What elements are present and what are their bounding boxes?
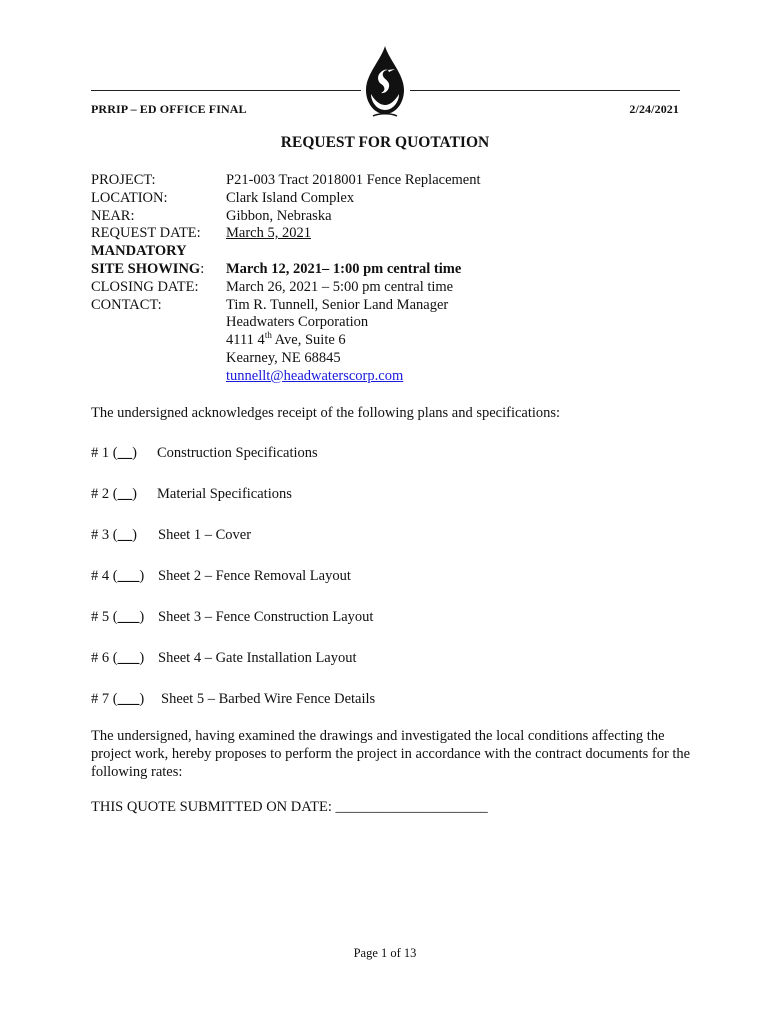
spacer — [91, 332, 226, 350]
contact-address — [226, 332, 346, 350]
plan-item-description: Material Specifications — [157, 486, 292, 502]
plan-item-close-paren: ) — [132, 445, 137, 461]
project-info — [91, 172, 481, 386]
header-rule-left — [91, 90, 361, 91]
crane-drop-logo-icon — [362, 44, 408, 118]
plan-item-check-blank[interactable]: ___ — [117, 691, 140, 707]
info-row-site-showing — [91, 261, 481, 279]
plan-item-check-blank[interactable]: __ — [117, 527, 133, 543]
spacer — [91, 350, 226, 368]
plan-item-description: Sheet 3 – Fence Construction Layout — [158, 609, 374, 625]
plan-item-description: Construction Specifications — [157, 445, 318, 461]
page-title: REQUEST FOR QUOTATION — [280, 134, 490, 151]
plan-item — [91, 527, 252, 544]
project-value: P21-003 Tract 2018001 Fence Replacement — [226, 172, 481, 188]
plan-item — [91, 650, 357, 667]
info-row-mandatory — [91, 243, 481, 261]
info-row-project — [91, 172, 481, 190]
info-row-request-date — [91, 225, 481, 243]
plan-item-number: # 4 ( — [91, 568, 118, 584]
plan-item-number: # 5 ( — [91, 609, 118, 625]
plan-item-close-paren: ) — [139, 568, 145, 584]
plan-item-description: Sheet 5 – Barbed Wire Fence Details — [161, 691, 376, 707]
plan-item-check-blank[interactable]: ___ — [117, 568, 140, 584]
acknowledge-text: The undersigned acknowledges receipt of the following plans and specifications: — [91, 405, 561, 421]
plan-item-description: Sheet 4 – Gate Installation Layout — [158, 650, 357, 666]
near-label: NEAR: — [91, 207, 135, 224]
plan-item-number: # 6 ( — [91, 650, 118, 666]
submitted-on-date-line: THIS QUOTE SUBMITTED ON DATE: _____________________ — [91, 799, 488, 815]
header-date: 2/24/2021 — [629, 102, 679, 116]
plan-item-close-paren: ) — [139, 650, 145, 666]
info-row-closing-date — [91, 279, 481, 297]
closing-date-value: March 26, 2021 – 5:00 pm central time — [226, 278, 454, 295]
address-number: 4111 4 — [226, 332, 265, 349]
plan-item-description: Sheet 1 – Cover — [158, 527, 252, 543]
project-label: PROJECT: — [91, 172, 156, 188]
address-ordinal: th — [264, 330, 272, 341]
closing-date-label: CLOSING DATE: — [91, 278, 199, 295]
info-row-address — [91, 332, 481, 350]
plan-item-description: Sheet 2 – Fence Removal Layout — [158, 568, 351, 584]
plan-item — [91, 691, 376, 708]
request-date-value: March 5, 2021 — [226, 225, 311, 242]
spacer — [91, 314, 226, 332]
info-row-email — [91, 368, 481, 386]
info-row-contact — [91, 297, 481, 315]
near-value: Gibbon, Nebraska — [226, 207, 332, 224]
location-label: LOCATION: — [91, 189, 168, 206]
plan-item-check-blank[interactable]: __ — [117, 445, 133, 461]
proposal-text: The undersigned, having examined the drawings and investigated the local conditions affecting the project work, hereby proposes to perform the project in accordance with the contract documents for the following rates: — [91, 728, 691, 780]
header-document-status: PRRIP – ED OFFICE FINAL — [91, 102, 247, 116]
site-showing-colon: : — [200, 260, 205, 277]
plan-item-close-paren: ) — [132, 486, 137, 502]
header-rule-right — [410, 90, 680, 91]
info-row-city — [91, 350, 481, 368]
contact-organization: Headwaters Corporation — [226, 314, 369, 331]
plan-item-check-blank[interactable]: __ — [117, 486, 133, 502]
plan-item — [91, 445, 318, 462]
plan-item-close-paren: ) — [139, 691, 145, 707]
plan-item-number: # 1 ( — [91, 445, 118, 461]
site-showing-value: March 12, 2021– 1:00 pm central time — [226, 260, 462, 277]
site-showing-label: SITE SHOWING — [91, 260, 201, 277]
info-row-location — [91, 190, 481, 208]
request-date-label: REQUEST DATE: — [91, 225, 201, 242]
plan-item-number: # 7 ( — [91, 691, 118, 707]
plan-item — [91, 486, 292, 503]
plan-item-number: # 3 ( — [91, 527, 118, 543]
contact-name: Tim R. Tunnell, Senior Land Manager — [226, 296, 449, 313]
mandatory-label: MANDATORY — [91, 243, 187, 260]
info-row-org — [91, 314, 481, 332]
location-value: Clark Island Complex — [226, 189, 355, 206]
plan-item-close-paren: ) — [139, 609, 145, 625]
plan-item-check-blank[interactable]: ___ — [117, 650, 140, 666]
contact-label: CONTACT: — [91, 296, 162, 313]
contact-city: Kearney, NE 68845 — [226, 349, 341, 366]
spacer — [91, 368, 226, 386]
address-street: Ave, Suite 6 — [271, 332, 346, 349]
plan-item-close-paren: ) — [132, 527, 137, 543]
plan-item-check-blank[interactable]: ___ — [117, 609, 140, 625]
plan-item-number: # 2 ( — [91, 486, 118, 502]
page-number: Page 1 of 13 — [353, 946, 417, 960]
info-row-near — [91, 208, 481, 226]
plan-item — [91, 609, 374, 626]
plan-item — [91, 568, 351, 585]
contact-email-link[interactable]: tunnellt@headwaterscorp.com — [226, 367, 404, 384]
